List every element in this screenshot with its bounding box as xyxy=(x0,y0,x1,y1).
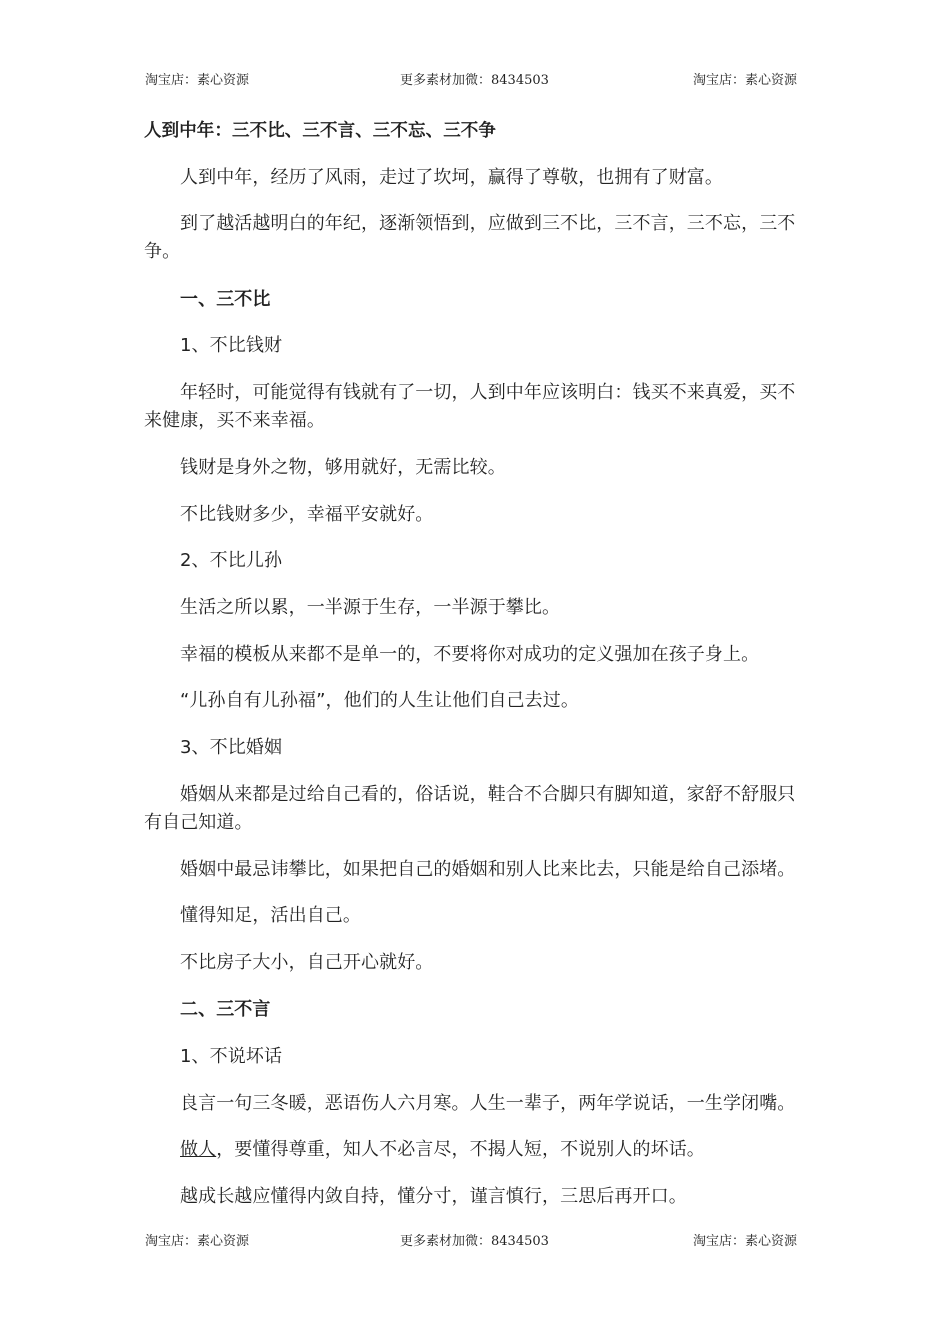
header-left-text: 淘宝店：素心资源 xyxy=(145,73,250,88)
subheading-wealth: 1、不比钱财 xyxy=(180,335,283,356)
paragraph-children-3: “儿孙自有儿孙福”，他们的人生让他们自己去过。 xyxy=(180,690,579,711)
paragraph-children-1: 生活之所以累，一半源于生存，一半源于攀比。 xyxy=(180,597,561,618)
article-title: 人到中年：三不比、三不言、三不忘、三不争 xyxy=(144,121,496,141)
footer-right-text: 淘宝店：素心资源 xyxy=(693,1234,798,1249)
section-heading-three-no-speak: 二、三不言 xyxy=(180,999,271,1020)
paragraph-gossip-2-text: ，要懂得尊重，知人不必言尽，不揭人短，不说别人的坏话。 xyxy=(216,1139,705,1160)
paragraph-wealth-3: 不比钱财多少，幸福平安就好。 xyxy=(180,504,434,525)
paragraph-wealth-2: 钱财是身外之物，够用就好，无需比较。 xyxy=(180,457,506,478)
footer-center-text: 更多素材加微：8434503 xyxy=(400,1234,549,1249)
subheading-children: 2、不比儿孙 xyxy=(180,550,283,571)
section-heading-three-no-compare: 一、三不比 xyxy=(180,289,271,310)
footer-left-text: 淘宝店：素心资源 xyxy=(145,1234,250,1249)
header-center-text: 更多素材加微：8434503 xyxy=(400,73,549,88)
paragraph-children-2: 幸福的模板从来都不是单一的，不要将你对成功的定义强加在孩子身上。 xyxy=(180,644,760,665)
paragraph-gossip-2 xyxy=(144,1136,806,1164)
paragraph-marriage-3: 懂得知足，活出自己。 xyxy=(180,905,361,926)
header-right-text: 淘宝店：素心资源 xyxy=(693,73,798,88)
page-header xyxy=(0,69,950,89)
paragraph-gossip-3: 越成长越应懂得内敛自持，懂分寸，谨言慎行，三思后再开口。 xyxy=(180,1186,687,1207)
paragraph-marriage-4: 不比房子大小，自己开心就好。 xyxy=(180,952,434,973)
link-be-a-person[interactable]: 做人 xyxy=(180,1139,217,1160)
paragraph-gossip-1: 良言一句三冬暖，恶语伤人六月寒。人生一辈子，两年学说话，一生学闭嘴。 xyxy=(180,1093,796,1114)
paragraph-wealth-1: 年轻时，可能觉得有钱就有了一切，人到中年应该明白：钱买不来真爱，买不来健康，买不来幸福。 xyxy=(144,382,796,431)
paragraph-marriage-2: 婚姻中最忌讳攀比，如果把自己的婚姻和别人比来比去，只能是给自己添堵。 xyxy=(180,859,796,880)
paragraph-marriage-1: 婚姻从来都是过给自己看的，俗话说，鞋合不合脚只有脚知道，家舒不舒服只有自己知道。 xyxy=(144,784,796,833)
intro-paragraph-1: 人到中年，经历了风雨，走过了坎坷，赢得了尊敬，也拥有了财富。 xyxy=(180,167,723,188)
intro-paragraph-2: 到了越活越明白的年纪，逐渐领悟到，应做到三不比，三不言，三不忘，三不争。 xyxy=(144,213,796,262)
page-footer xyxy=(0,1230,950,1250)
subheading-marriage: 3、不比婚姻 xyxy=(180,737,283,758)
subheading-no-gossip: 1、不说坏话 xyxy=(180,1046,283,1067)
